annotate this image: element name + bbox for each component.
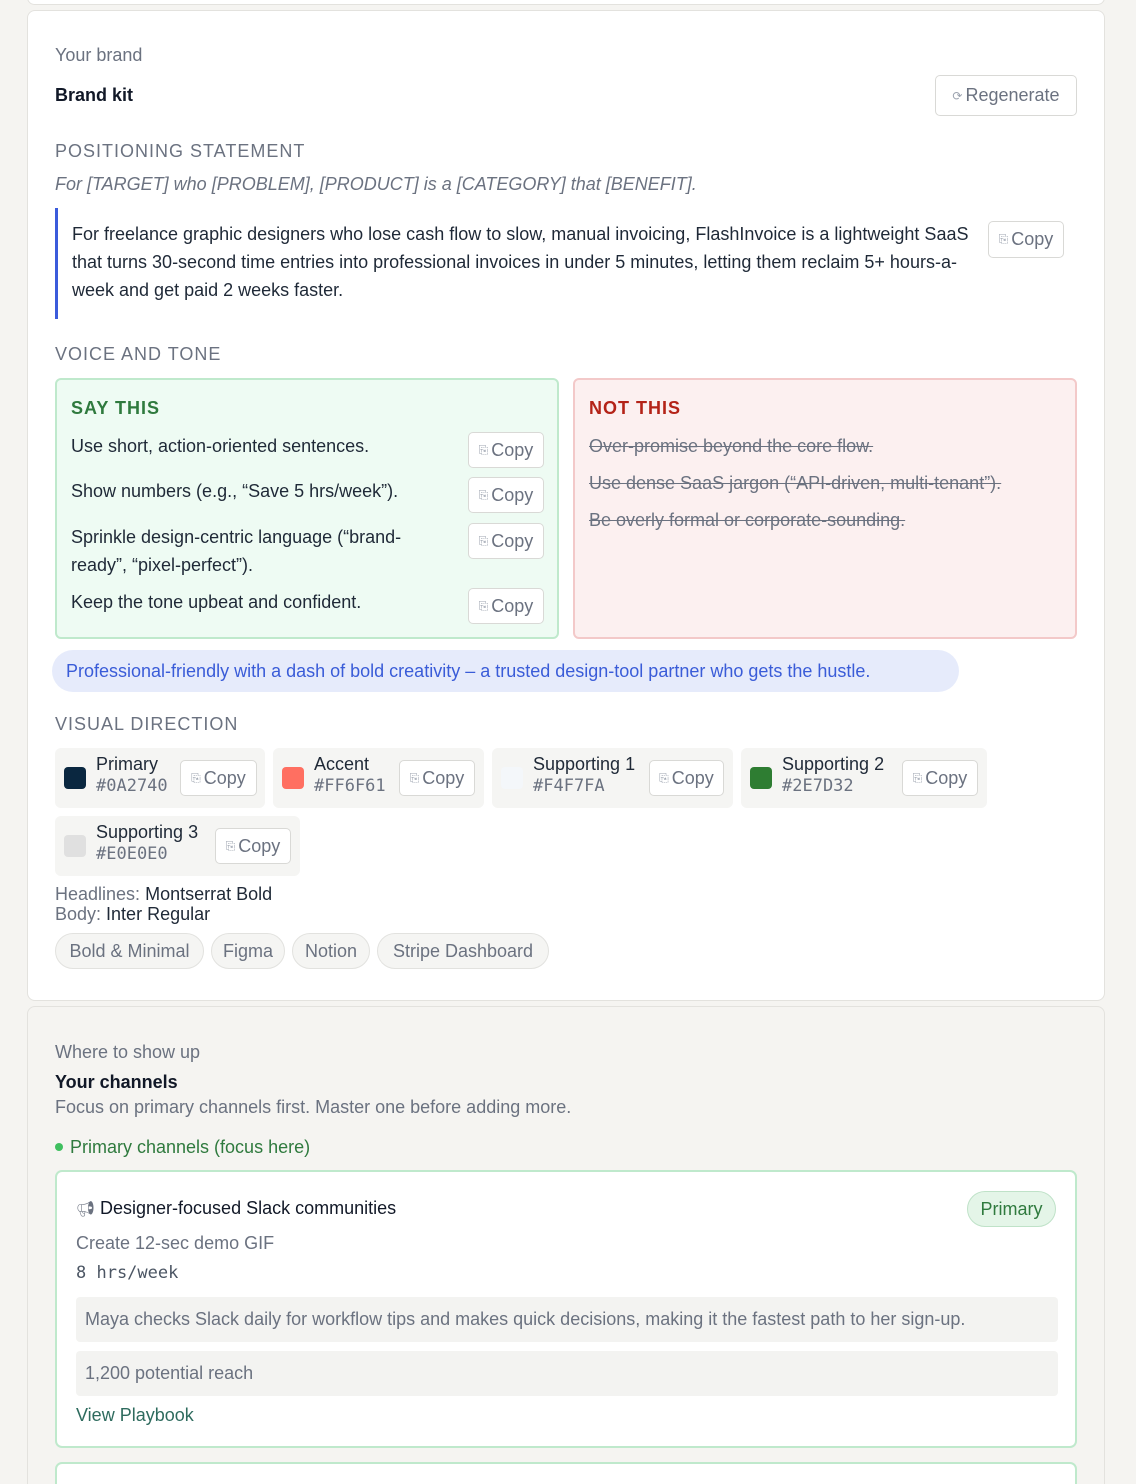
copy-label: Copy xyxy=(422,767,465,788)
say-item: Show numbers (e.g., “Save 5 hrs/week”). xyxy=(71,481,399,501)
style-tag: Figma xyxy=(211,933,285,969)
channels-subtitle: Focus on primary channels first. Master one before adding more. xyxy=(55,1097,572,1117)
style-tag: Stripe Dashboard xyxy=(377,933,549,969)
copy-label: Copy xyxy=(491,530,534,551)
copy-label: Copy xyxy=(491,484,534,505)
channel-card xyxy=(55,1170,1077,1448)
copy-say-item-button[interactable] xyxy=(468,432,544,468)
positioning-quote xyxy=(55,208,1077,319)
channel-reach: 1,200 potential reach xyxy=(76,1351,1058,1396)
channels-title: Your channels xyxy=(55,1072,178,1092)
copy-label: Copy xyxy=(671,767,714,788)
copy-icon: ⎘ xyxy=(659,770,669,785)
color-swatch xyxy=(282,767,304,789)
copy-label: Copy xyxy=(203,767,246,788)
say-this-heading: SAY THIS xyxy=(71,398,161,418)
color-swatch xyxy=(64,835,86,857)
brand-eyebrow: Your brand xyxy=(55,45,143,65)
channel-reason: Maya checks Slack daily for workflow tips and makes quick decisions, making it the fastest path to her sign-up. xyxy=(76,1297,1058,1342)
body-font-label: Body: xyxy=(55,904,102,924)
view-playbook-link[interactable]: View Playbook xyxy=(76,1405,194,1425)
copy-label: Copy xyxy=(491,595,534,616)
channel-card-next xyxy=(55,1462,1077,1484)
color-name: Primary xyxy=(96,754,158,774)
color-card-primary xyxy=(55,748,265,808)
not-this-heading: NOT THIS xyxy=(589,398,681,418)
say-item: Keep the tone upbeat and confident. xyxy=(71,592,362,612)
positioning-template: For [TARGET] who [PROBLEM], [PRODUCT] is a [CATEGORY] that [BENEFIT]. xyxy=(55,174,697,194)
color-hex: #2E7D32 xyxy=(782,776,854,796)
regenerate-button[interactable] xyxy=(935,75,1077,116)
brand-personality-pill: Professional-friendly with a dash of bold creativity – a trusted design-tool partner who gets the hustle. xyxy=(52,650,959,692)
style-tag: Bold & Minimal xyxy=(55,933,204,969)
color-name: Accent xyxy=(314,754,370,774)
regenerate-label: Regenerate xyxy=(965,85,1060,105)
copy-color-button[interactable] xyxy=(215,828,291,864)
copy-icon: ⎘ xyxy=(912,770,923,785)
channel-name: Designer-focused Slack communities xyxy=(100,1198,397,1218)
not-item: Be overly formal or corporate-sounding. xyxy=(589,510,906,530)
copy-say-item-button[interactable] xyxy=(468,588,544,624)
copy-icon: ⎘ xyxy=(478,533,489,548)
color-card-supporting-2 xyxy=(741,748,987,808)
color-name: Supporting 1 xyxy=(533,754,636,774)
visual-label: VISUAL DIRECTION xyxy=(55,714,239,734)
copy-color-button[interactable] xyxy=(902,760,978,796)
channels-eyebrow: Where to show up xyxy=(55,1042,201,1062)
copy-color-button[interactable] xyxy=(399,760,475,796)
say-this-box xyxy=(55,378,559,639)
color-hex: #F4F7FA xyxy=(533,776,605,796)
primary-channels-heading: Primary channels (focus here) xyxy=(70,1137,311,1157)
not-this-box xyxy=(573,378,1077,639)
headline-font xyxy=(55,884,272,905)
copy-say-item-button[interactable] xyxy=(468,523,544,559)
copy-label: Copy xyxy=(491,439,534,460)
copy-label: Copy xyxy=(1011,229,1054,249)
color-swatch xyxy=(501,767,523,789)
primary-dot-icon xyxy=(55,1143,63,1151)
copy-icon: ⎘ xyxy=(225,838,236,853)
copy-icon: ⎘ xyxy=(191,770,201,785)
color-card-accent xyxy=(273,748,484,808)
channel-priority-badge: Primary xyxy=(967,1191,1056,1227)
channel-time: 8 hrs/week xyxy=(76,1263,179,1283)
color-hex: #E0E0E0 xyxy=(96,844,168,864)
color-name: Supporting 3 xyxy=(96,822,199,842)
copy-color-button[interactable] xyxy=(180,760,257,796)
style-tag: Notion xyxy=(292,933,370,969)
copy-icon: ⎘ xyxy=(478,442,489,457)
copy-icon: ⎘ xyxy=(998,232,1009,246)
copy-label: Copy xyxy=(238,835,281,856)
copy-icon: ⎘ xyxy=(478,598,489,613)
copy-icon: ⎘ xyxy=(409,770,420,785)
not-item: Over-promise beyond the core flow. xyxy=(589,436,874,456)
copy-say-item-button[interactable] xyxy=(468,477,544,513)
megaphone-icon: 📢︎ xyxy=(76,1201,96,1218)
color-hex: #0A2740 xyxy=(96,776,168,796)
headline-font-label: Headlines: xyxy=(55,884,141,904)
color-name: Supporting 2 xyxy=(782,754,885,774)
color-card-supporting-3 xyxy=(55,816,300,876)
body-font-value: Inter Regular xyxy=(106,904,211,924)
color-swatch xyxy=(750,767,772,789)
voice-label: VOICE AND TONE xyxy=(55,344,222,364)
copy-label: Copy xyxy=(925,767,968,788)
color-card-supporting-1 xyxy=(492,748,733,808)
refresh-icon: ⟳ xyxy=(952,88,963,103)
say-item: Sprinkle design-centric language (“brand-ready”, “pixel-perfect”). xyxy=(71,527,402,575)
copy-color-button[interactable] xyxy=(649,760,724,796)
channel-action: Create 12-sec demo GIF xyxy=(76,1233,275,1253)
previous-card-edge xyxy=(27,0,1105,5)
headline-font-value: Montserrat Bold xyxy=(145,884,273,904)
body-font xyxy=(55,904,210,925)
copy-icon: ⎘ xyxy=(478,487,489,502)
positioning-label: POSITIONING STATEMENT xyxy=(55,141,306,161)
copy-positioning-button[interactable] xyxy=(988,221,1064,258)
color-hex: #FF6F61 xyxy=(314,776,386,796)
say-item: Use short, action-oriented sentences. xyxy=(71,436,370,456)
brand-kit-title: Brand kit xyxy=(55,85,134,105)
positioning-statement: For freelance graphic designers who lose cash flow to slow, manual invoicing, FlashInvoice is a lightweight SaaS that turns 30-second time entries into professional invoices in under 5 minutes, letting them reclaim 5+ hours-a-week and get paid 2 weeks faster. xyxy=(72,224,969,300)
not-item: Use dense SaaS jargon (“API-driven, multi-tenant”). xyxy=(589,473,1002,493)
color-swatch xyxy=(64,767,86,789)
